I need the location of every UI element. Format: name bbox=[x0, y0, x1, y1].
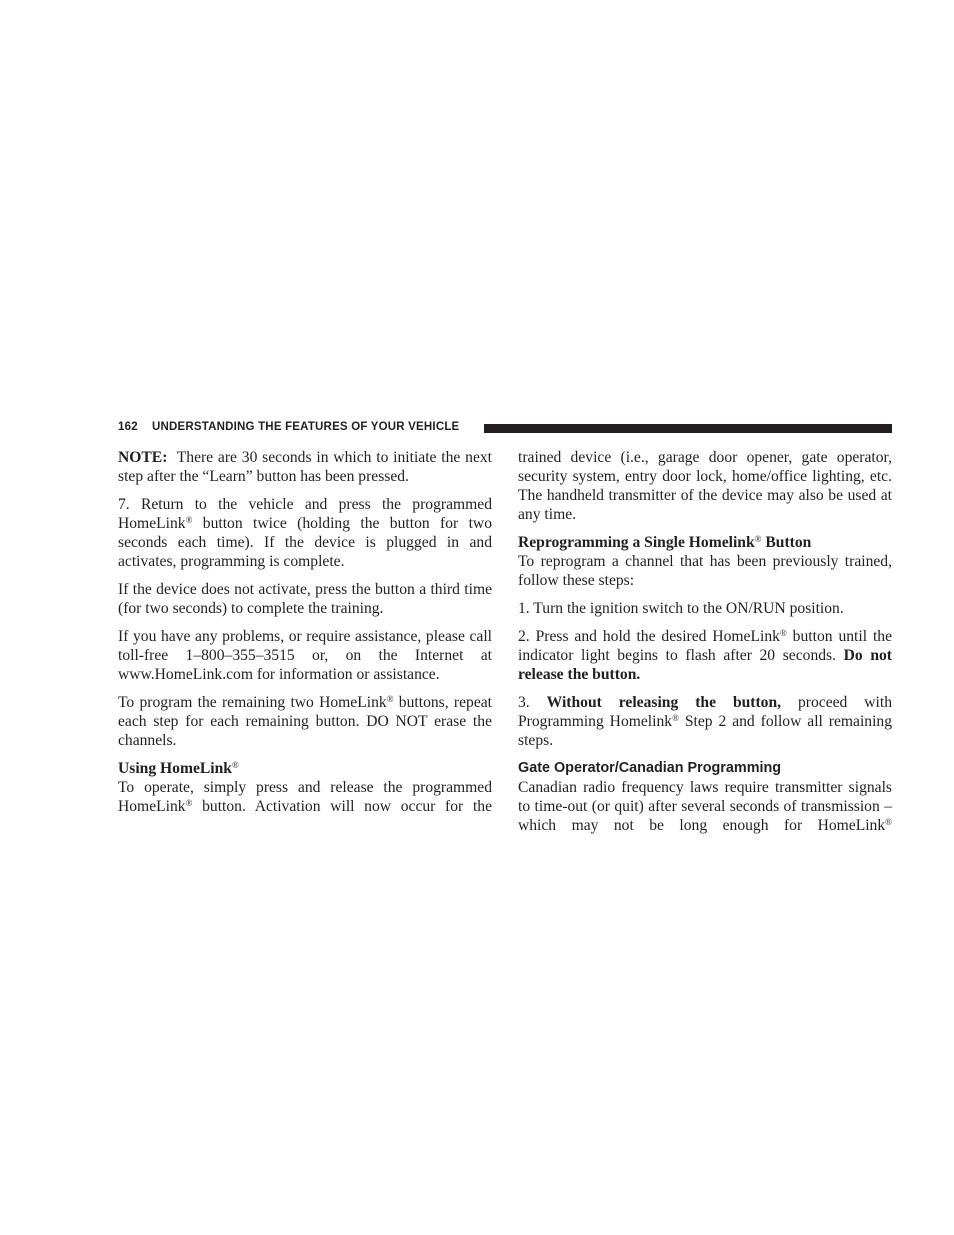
step-3-text-a: proceed with Programming Homelink bbox=[518, 694, 893, 730]
step-2-paragraph bbox=[518, 627, 892, 684]
left-column bbox=[118, 448, 492, 816]
step-7-text-a: 7. Return to the vehicle and press the programmed HomeLink bbox=[118, 496, 492, 532]
registered-mark: ® bbox=[672, 713, 679, 723]
registered-mark: ® bbox=[885, 817, 892, 827]
right-column bbox=[518, 448, 892, 835]
step-2-text-a: 2. Press and hold the desired HomeLink bbox=[518, 628, 780, 645]
step-7-text-b: button twice (holding the button for two seconds each time). If the device is plugged in and activates, programming is complete. bbox=[118, 515, 492, 570]
using-homelink-heading bbox=[118, 759, 492, 778]
remaining-text-a: To program the remaining two HomeLink bbox=[118, 694, 387, 711]
step-3-text-b: Step 2 and follow all remaining steps. bbox=[518, 713, 892, 749]
page-number: 162 bbox=[118, 421, 138, 433]
reprogram-heading-text-b: Button bbox=[761, 534, 812, 551]
gate-paragraph bbox=[518, 778, 892, 835]
registered-mark: ® bbox=[185, 515, 193, 525]
step-3-bold: Without releasing the button, bbox=[546, 694, 782, 711]
gate-text: Canadian radio frequency laws require transmitter signals to time-out (or quit) after several seconds of transmission – which may not be long enough for HomeLink bbox=[518, 779, 892, 834]
continued-paragraph: trained device (i.e., garage door opener, gate operator, security system, entry door lock, home/office lighting, etc. The handheld transmitter of the device may also be used at any time. bbox=[518, 449, 892, 523]
header-rule bbox=[484, 424, 892, 433]
remaining-paragraph bbox=[118, 693, 492, 750]
step-1-paragraph: 1. Turn the ignition switch to the ON/RUN position. bbox=[518, 600, 844, 617]
using-text-b: button. Activation will now occur for the bbox=[192, 798, 492, 815]
reprogram-heading bbox=[518, 533, 892, 552]
registered-mark: ® bbox=[185, 798, 193, 808]
reprogram-intro: To reprogram a channel that has been previously trained, follow these steps: bbox=[518, 553, 892, 589]
page-header bbox=[118, 420, 892, 436]
step-2-bold: Do not release the button. bbox=[518, 647, 892, 683]
using-heading-text: Using HomeLink bbox=[118, 760, 232, 777]
reprogram-heading-text-a: Reprogramming a Single Homelink bbox=[518, 534, 755, 551]
not-activate-paragraph: If the device does not activate, press the button a third time (for two seconds) to complete the training. bbox=[118, 581, 492, 617]
registered-mark: ® bbox=[779, 628, 787, 638]
remaining-text-b: buttons, repeat each step for each remaining button. DO NOT erase the channels. bbox=[118, 694, 492, 749]
using-paragraph bbox=[118, 778, 492, 816]
note-label: NOTE: bbox=[118, 449, 168, 466]
registered-mark: ® bbox=[386, 694, 394, 704]
registered-mark: ® bbox=[754, 534, 762, 544]
step-2-text-b: button until the indicator light begins to flash after 20 seconds. bbox=[518, 628, 892, 664]
step-3-paragraph bbox=[518, 693, 892, 750]
problems-paragraph: If you have any problems, or require assistance, please call toll-free 1–800–355–3515 or, on the Internet at www.HomeLink.com for information or assistance. bbox=[118, 628, 492, 683]
note-text: There are 30 seconds in which to initiate the next step after the “Learn” button has been pressed. bbox=[118, 449, 493, 485]
note-paragraph bbox=[118, 448, 492, 486]
step-7-paragraph bbox=[118, 495, 492, 571]
using-text-a: To operate, simply press and release the programmed HomeLink bbox=[118, 779, 492, 815]
step-3-number: 3. bbox=[518, 694, 547, 711]
gate-operator-heading: Gate Operator/Canadian Programming bbox=[518, 760, 782, 776]
registered-mark: ® bbox=[231, 760, 239, 770]
section-title: UNDERSTANDING THE FEATURES OF YOUR VEHICLE bbox=[152, 421, 460, 433]
